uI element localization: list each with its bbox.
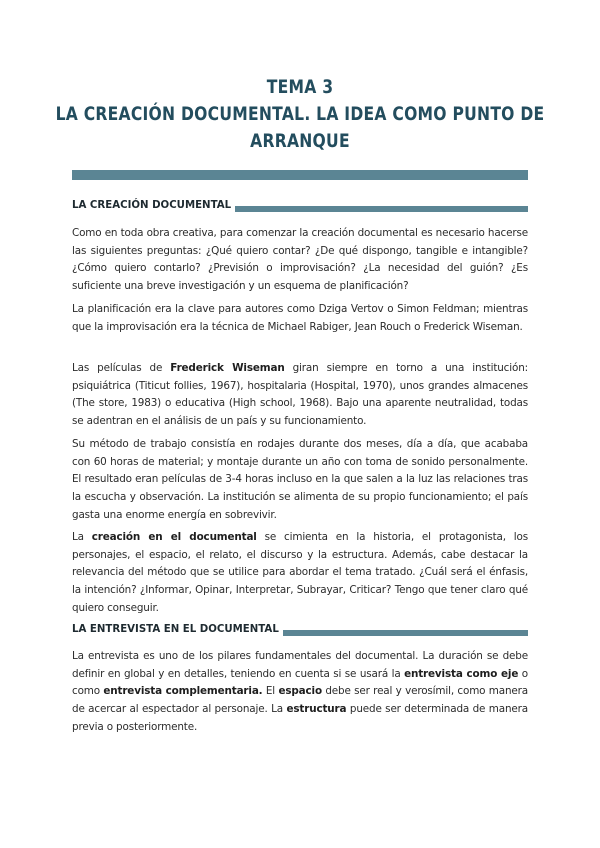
bold-term: espacio (278, 685, 322, 698)
paragraph-text: o como (72, 667, 528, 698)
bold-term: entrevista complementaria. (103, 685, 263, 698)
title-line-1: TEMA 3 (266, 76, 334, 98)
section-heading-entrevista (72, 622, 528, 640)
paragraph-text: El (262, 685, 279, 698)
paragraph-wiseman (72, 360, 528, 431)
section-heading-creacion (72, 198, 528, 216)
paragraph-text: Como en toda obra creativa, para comenzar la creación documental es necesario hacerse las siguientes preguntas: ¿Qué quiero contar? ¿De qué dispongo, tangible e intangible? ¿Cómo quiero contarlo? ¿Previsión o improvisación? ¿La necesidad del guión? ¿Es suficiente una breve investigación y un esquema de planificación? (72, 227, 528, 293)
paragraph-questions (72, 225, 528, 296)
paragraph-text: La planificación era la clave para autores como Dziga Vertov o Simon Feldman; mientras que la improvisación era la técnica de Michael Rabiger, Jean Rouch o Frederick Wiseman. (72, 303, 528, 333)
bold-term: creación en el documental (91, 531, 257, 543)
paragraph-text: La entrevista es uno de los pilares fundamentales del documental. La duración se debe definir en global y en detalles, teniendo en cuenta si se usará la (72, 650, 528, 680)
paragraph-planificacion (72, 301, 528, 336)
paragraph-text: debe ser real y verosímil, como manera de acercar al espectador al personaje. La (72, 685, 528, 716)
bold-term: estructura (286, 703, 347, 716)
section-heading-label: LA CREACIÓN DOCUMENTAL (72, 198, 235, 213)
paragraph-entrevista (72, 648, 528, 737)
paragraph-creacion (72, 529, 528, 618)
paragraph-text: Las películas de (72, 362, 171, 374)
paragraph-text: La (72, 531, 92, 543)
paragraph-text: puede ser determinada de manera previa o posteriormente. (72, 703, 528, 733)
bold-term: Frederick Wiseman (170, 362, 285, 374)
paragraph-text: Su método de trabajo consistía en rodajes durante dos meses, día a día, que acababa con 60 horas de material; y montaje durante un año con toma de sonido personalmente. El resultado eran películas de 3-4 horas incluso en la que salen a la luz las relaciones tras la escucha y observación. La institución se alimenta de su propio funcionamiento; el país gasta una enorme energía en sobrevivir. (72, 438, 528, 521)
paragraph-text: giran siempre en torno a una institución: psiquiátrica (Titicut follies, 1967), hospitalaria (Hospital, 1970), unos grandes almacenes (The store, 1983) o educativa (High school, 1968). Bajo una aparente neutralidad, todas se adentran en el análisis de un país y su funcionamiento. (72, 362, 528, 428)
page-title (54, 74, 546, 155)
title-line-2: LA CREACIÓN DOCUMENTAL. LA IDEA COMO PUNTO DE (55, 103, 545, 125)
paragraph-metodo (72, 436, 528, 525)
title-divider-bar (72, 170, 528, 180)
bold-term: entrevista como eje (404, 667, 519, 680)
section-heading-label: LA ENTREVISTA EN EL DOCUMENTAL (72, 622, 283, 637)
title-line-3: ARRANQUE (250, 130, 350, 152)
paragraph-text: se cimienta en la historia, el protagonista, los personajes, el espacio, el relato, el discurso y la estructura. Además, cabe destacar la relevancia del método que se utilice para abordar el tema tratado. ¿Cuál será el énfasis, la intención? ¿Informar, Opinar, Interpretar, Subrayar, Criticar? Tengo que tener claro qué quiero conseguir. (72, 531, 528, 614)
